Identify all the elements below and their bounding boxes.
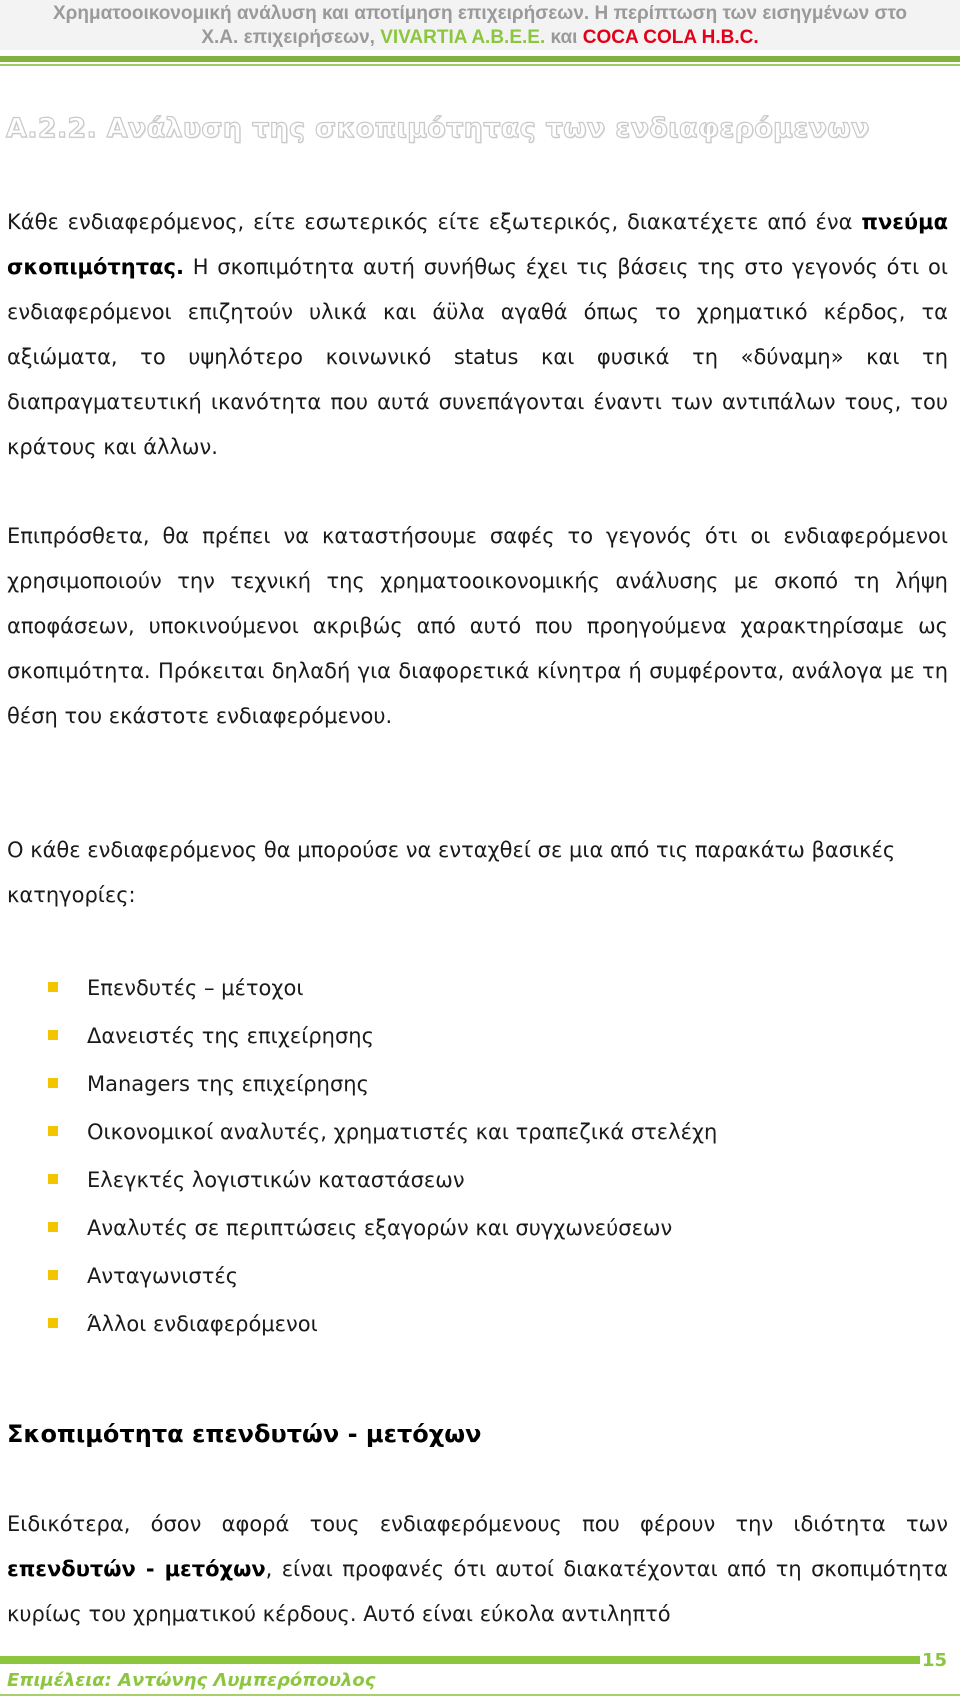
list-item — [0, 964, 960, 1012]
paragraph-1-lead: Κάθε ενδιαφερόμενος, είτε εσωτερικός είτε εξωτερικός, διακατέχετε από ένα — [7, 210, 862, 234]
list-item-text: Οικονομικοί αναλυτές, χρηματιστές και τραπεζικά στελέχη — [87, 1120, 718, 1144]
paragraph-4-lead: Ειδικότερα, όσον αφορά τους ενδιαφερόμενους που φέρουν την ιδιότητα των — [7, 1512, 948, 1536]
list-item-text: Άλλοι ενδιαφερόμενοι — [87, 1312, 318, 1336]
list-item-text: Managers της επιχείρησης — [87, 1072, 369, 1096]
header-conjunction: και — [545, 27, 583, 48]
paragraph-3: Ο κάθε ενδιαφερόμενος θα μπορούσε να ενταχθεί σε μια από τις παρακάτω βασικές κατηγορίες: — [7, 838, 896, 907]
list-item-text: Επενδυτές – μέτοχοι — [87, 976, 304, 1000]
page-number: 15 — [922, 1650, 948, 1671]
footer-author: Επιμέλεια: Αντώνης Λυμπερόπουλος — [7, 1670, 376, 1691]
paragraph-4-bold: επενδυτών - μετόχων — [7, 1557, 266, 1581]
header-company-vivartia: VIVARTIA A.B.E.E. — [380, 27, 546, 48]
list-item — [0, 1156, 960, 1204]
header-line-1: Χρηματοοικονομική ανάλυση και αποτίμηση επιχειρήσεων. Η περίπτωση των εισηγμένων στο — [52, 3, 908, 24]
stakeholder-list — [0, 964, 960, 1348]
list-item — [0, 1012, 960, 1060]
list-item-text: Ελεγκτές λογιστικών καταστάσεων — [87, 1168, 465, 1192]
paragraph-1-rest: Η σκοπιμότητα αυτή συνήθως έχει τις βάσεις της στο γεγονός ότι οι ενδιαφερόμενοι επιζητούν υλικά και άϋλα αγαθά όπως το χρηματικό κέρδος, τα αξιώματα, το υψηλότερο κοινωνικό status και φυσικά τη «δύναμη» και τη διαπραγματευτική ικανότητα που αυτά συνεπάγονται έναντι των αντιπάλων τους, του κράτους και άλλων. — [7, 255, 948, 459]
bullet-square-icon — [48, 982, 58, 992]
bullet-square-icon — [48, 1030, 58, 1040]
footer-divider — [0, 1656, 920, 1664]
list-item — [0, 1300, 960, 1348]
header-line-2-prefix: Χ.Α. επιχειρήσεων, — [201, 27, 381, 48]
list-item — [0, 1252, 960, 1300]
subheading: Σκοπιμότητα επενδυτών - μετόχων — [7, 1420, 482, 1448]
list-item-text: Δανειστές της επιχείρησης — [87, 1024, 374, 1048]
list-item-text: Ανταγωνιστές — [87, 1264, 239, 1288]
section-title: Α.2.2. Ανάλυση της σκοπιμότητας των ενδιαφερόμενων — [6, 113, 870, 144]
paragraph-4 — [7, 1502, 948, 1637]
bullet-square-icon — [48, 1318, 58, 1328]
list-item — [0, 1060, 960, 1108]
bullet-square-icon — [48, 1174, 58, 1184]
paragraph-2: Επιπρόσθετα, θα πρέπει να καταστήσουμε σαφές το γεγονός ότι οι ενδιαφερόμενοι χρησιμοποιούν την τεχνική της χρηματοοικονομικής ανάλυσης με σκοπό τη λήψη αποφάσεων, υποκινούμενοι ακριβώς από αυτό που προηγούμενα χαρακτηρίσαμε ως σκοπιμότητα. Πρόκειται δηλαδή για διαφορετικά κίνητρα ή συμφέροντα, ανάλογα με τη θέση του εκάστοτε ενδιαφερόμενου. — [7, 524, 948, 728]
list-item-text: Αναλυτές σε περιπτώσεις εξαγορών και συγχωνεύσεων — [87, 1216, 673, 1240]
header-line-2 — [0, 26, 960, 50]
header-company-cocacola: COCA COLA H.B.C. — [582, 27, 759, 48]
bullet-square-icon — [48, 1078, 58, 1088]
header-divider — [0, 56, 960, 62]
list-item — [0, 1204, 960, 1252]
bullet-square-icon — [48, 1222, 58, 1232]
header-divider-thin — [0, 64, 960, 66]
paragraph-4-rest: , είναι προφανές ότι αυτοί διακατέχονται από τη σκοπιμότητα κυρίως του χρηματικού κέρδους. Αυτό είναι εύκολα αντιληπτό — [7, 1557, 948, 1626]
list-item — [0, 1108, 960, 1156]
bullet-square-icon — [48, 1126, 58, 1136]
paragraph-1 — [7, 200, 948, 470]
bullet-square-icon — [48, 1270, 58, 1280]
running-header — [0, 0, 960, 50]
paragraph-1-bold: πνεύμα σκοπιμότητας. — [7, 210, 948, 279]
